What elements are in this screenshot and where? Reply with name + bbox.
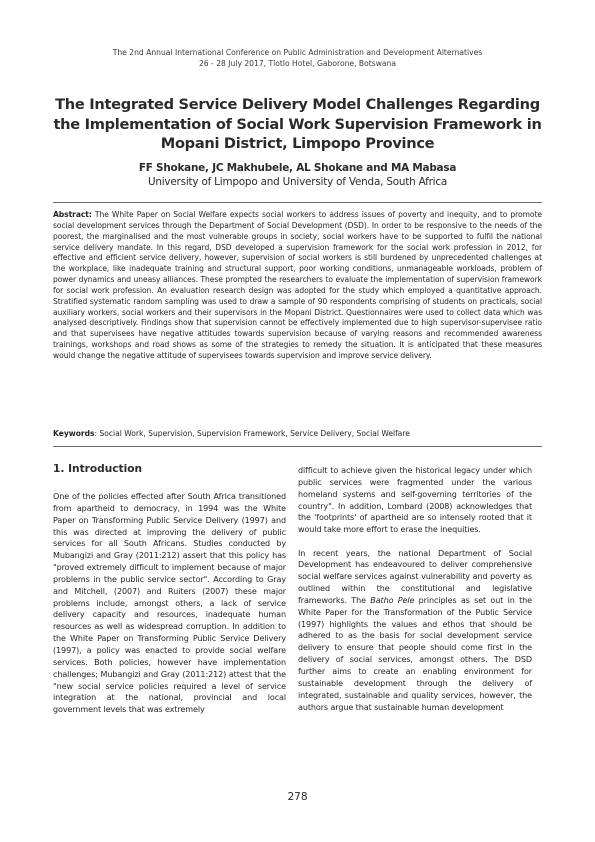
left-column bbox=[53, 491, 286, 716]
keywords bbox=[53, 429, 542, 440]
abstract bbox=[53, 210, 542, 362]
paper-title: The Integrated Service Delivery Model Challenges Regarding the Implementation of Social Work Supervision Framework in Mopani District, Limpopo Province bbox=[53, 96, 542, 152]
right-column bbox=[298, 465, 532, 713]
conference-header bbox=[0, 48, 595, 69]
abstract-text: The White Paper on Social Welfare expects social workers to address issues of poverty and inequity, and to promote social development services through the Department of Social Development (DSD). In order to be responsive to the needs of the poorest, the marginalised and the most vulnerable groups in society, social workers have to be supported to fulfil the national service delivery mandate. In this regard, DSD developed a supervision framework for the social work profession in 2012, for effective and efficient service delivery, however, supervision of social workers is still burdened by unprecedented challenges at the workplace, like inadequate training and structural support, poor working conditions, unmanageable workloads, problem of power dynamics and uneasy alliances. These prompted the researchers to evaluate the implementation of supervision framework for social work profession. An evaluation research design was adopted for the study which employed a quantitative approach. Stratified systematic random sampling was used to draw a sample of 90 respondents comprising of students on practicals, social auxiliary workers, social workers and their supervisors in the Mopani District. Questionnaires were used to collect data which was analysed descriptively. Findings show that supervision cannot be effectively implemented due to high supervisor-supervisee ratio and that supervisees have negative attitudes towards supervision because of varying reasons and recommended awareness trainings, workshops and road shows as some of the strategies to remedy the situation. It is anticipated that these measures would change the negative attitude of supervisees towards supervision and improve service delivery. bbox=[53, 210, 542, 360]
page-number: 278 bbox=[287, 791, 308, 803]
keywords-text: : Social Work, Supervision, Supervision Framework, Service Delivery, Social Welfare bbox=[94, 429, 410, 438]
paragraph bbox=[298, 548, 532, 714]
authors: FF Shokane, JC Makhubele, AL Shokane and MA Mabasa bbox=[138, 162, 457, 174]
paragraph: difficult to achieve given the historical legacy under which public services were fragmented under the various homeland systems and self-governing territories of the country". In addition, Lombard (2008) acknowledges that the 'footprints' of apartheid are so intensely rooted that it would take more effort to erase the inequities. bbox=[298, 466, 532, 535]
section-heading: 1. Introduction bbox=[53, 463, 143, 475]
affiliation: University of Limpopo and University of Venda, South Africa bbox=[147, 176, 448, 188]
keywords-label: Keywords bbox=[53, 429, 95, 438]
abstract-top-rule bbox=[53, 202, 542, 203]
italic-term: Batho Pele bbox=[370, 595, 415, 605]
abstract-bottom-rule bbox=[53, 446, 542, 447]
abstract-label: Abstract: bbox=[53, 210, 92, 219]
conference-date-venue: 26 - 28 July 2017, Tlotlo Hotel, Gaborone, Botswana bbox=[198, 58, 397, 68]
paragraph-text: In recent years, the national Department of Social Development has endeavoured to deliver comprehensive social welfare services against vulnerability and poverty as outlined within the constitutional and legislative frameworks. The bbox=[298, 548, 532, 605]
paragraph: One of the policies effected after South Africa transitioned from apartheid to democracy, in 1994 was the White Paper on Transforming Public Service Delivery (1997) and this was directed at improving the delivery of public services for all South Africans. Studies conducted by Mubangizi and Gray (2011:212) assert that this policy has "proved extremely difficult to implement because of major problems in the public service sector". According to Gray and Mitchell, (2007) and Ruiters (2007) these major problems include, amongst others, a lack of service delivery capacity and resources, inadequate human resources as well as widespread corruption. In addition to the White Paper on Transforming Public Service Delivery (1997), a policy was enacted to provide social welfare services. Both policies, however have implementation challenges; Mubangizi and Gray (2011:212) attest that the "new social service policies required a level of service integration at the national, provincial and local government levels that was extremely bbox=[53, 492, 286, 715]
paragraph-text: principles as set out in the White Paper for the Transformation of the Public Service (1997) highlights the values and ethos that should be adhered to as the basis for social development service delivery to ensure that people should come first in the delivery of social services, amongst others. The DSD further aims to create an enabling environment for sustainable development through the delivery of integrated, sustainable and quality services, however, the authors argue that sustainable human development bbox=[298, 595, 532, 712]
conference-name: The 2nd Annual International Conference on Public Administration and Development Alternatives bbox=[112, 48, 483, 57]
